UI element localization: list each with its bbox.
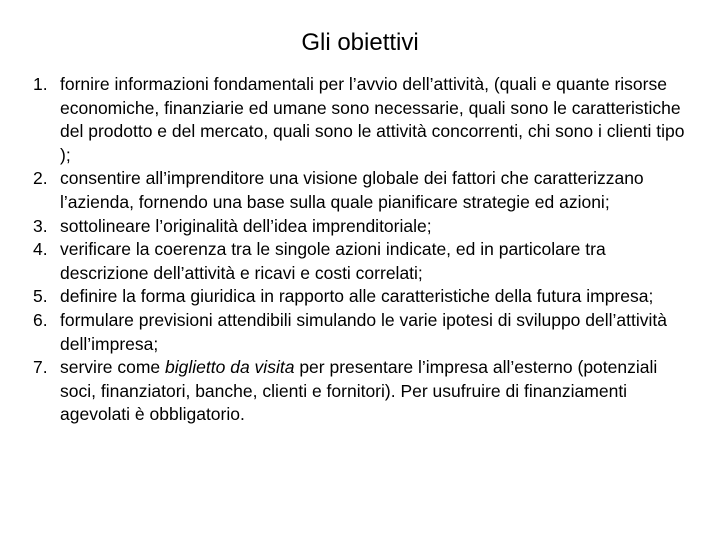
list-item [33,167,693,214]
item-text: fornire informazioni fondamentali per l’avvio dell’attività, (quali e quante risorse economiche, finanziarie ed umane sono necessarie, quali sono le caratteristiche del prodotto e del mercato, quali sono le attività concorrenti, chi sono i clienti tipo ); [60,74,685,165]
list-item [33,309,693,356]
item-number: 3. [33,215,48,236]
list-item [33,73,693,167]
item-number: 6. [33,309,48,330]
list-item [33,285,693,309]
objectives-list [33,73,693,427]
item-text-after: per presentare l’impresa all’esterno (potenziali soci, finanziatori, banche, clienti e fornitori). Per usufruire di finanziamenti agevolati è obbligatorio. [60,357,658,425]
item-number: 2. [33,168,48,189]
item-text: sottolineare l’originalità dell’idea imprenditoriale; [60,215,432,236]
item-text-before: servire come [60,357,161,378]
item-number: 5. [33,286,48,307]
item-text: verificare la coerenza tra le singole azioni indicate, ed in particolare tra descrizione dell’attività e ricavi e costi correlati; [60,239,606,283]
item-text-emphasis: biglietto da visita [165,357,295,378]
item-text: formulare previsioni attendibili simulando le varie ipotesi di sviluppo dell’attività dell’impresa; [60,309,667,354]
item-number: 4. [33,239,48,260]
item-number: 7. [33,357,48,378]
item-text: definire la forma giuridica in rapporto alle caratteristiche della futura impresa; [60,286,654,307]
item-number: 1. [33,74,48,94]
list-item [33,215,693,239]
list-item [33,356,693,427]
item-text: consentire all’imprenditore una visione globale dei fattori che caratterizzano l’azienda, fornendo una base sulla quale pianificare strategie ed azioni; [60,168,644,212]
list-item [33,238,693,285]
slide-title: Gli obiettivi [301,29,419,56]
